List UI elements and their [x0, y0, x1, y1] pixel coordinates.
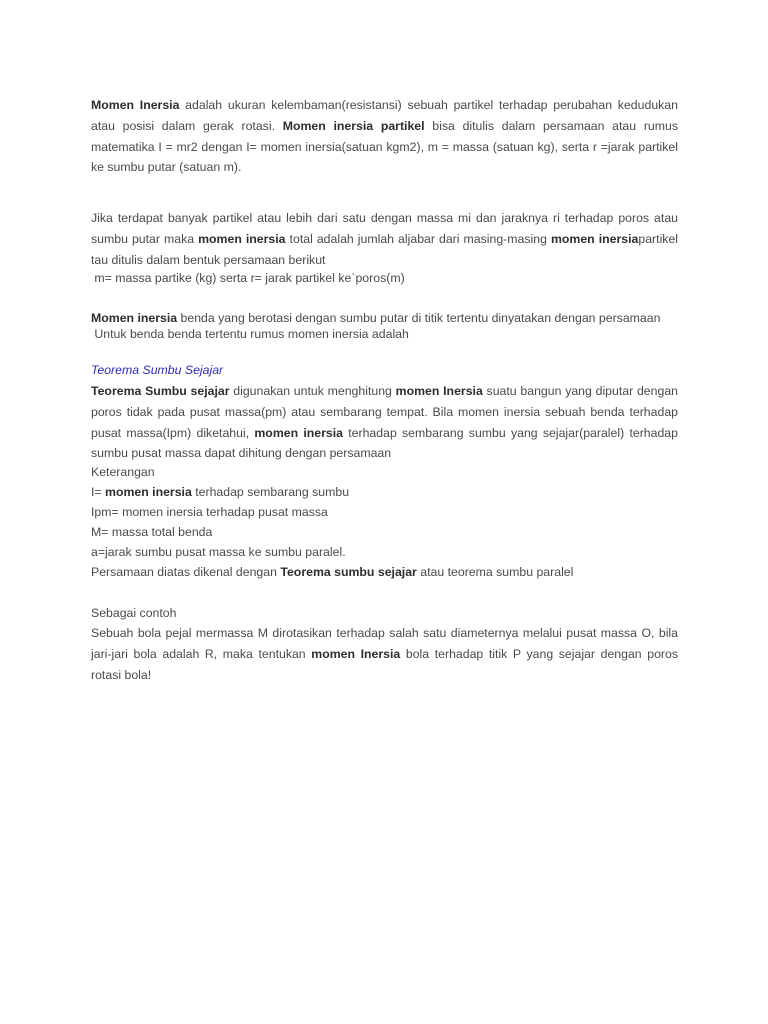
paragraph-line: m= massa partike (kg) serta r= jarak partikel ke`poros(m) — [91, 271, 405, 286]
paragraph-line — [91, 310, 678, 326]
keterangan-list — [91, 462, 678, 583]
paragraph-text: benda yang berotasi dengan sumbu putar di titik tertentu dinyatakan dengan persamaan — [177, 311, 661, 325]
paragraph-text: partikel tau ditulis dalam bentuk persamaan berikut — [91, 231, 679, 267]
section-heading-teorema-sumbu-sejajar: Teorema Sumbu Sejajar — [91, 363, 224, 377]
bold-term: momen inersia — [550, 231, 639, 246]
bold-term: momen inersia — [198, 231, 286, 246]
example-section — [91, 603, 678, 685]
paragraph-text: suatu bangun yang diputar dengan poros tidak pada pusat massa(pm) atau sembarang tempat. Bila momen inersia sebuah benda terhadap pusat massa(Ipm) diketahui, — [91, 384, 679, 440]
paragraph-text: bisa ditulis dalam persamaan atau rumus matematika I = mr2 dengan I= momen inersia(satuan kgm2), m = massa (satuan kg), serta r =jarak partikel ke sumbu putar (satuan m). — [91, 118, 678, 175]
list-item: Keterangan — [91, 465, 155, 479]
bold-term: momen Inersia — [395, 384, 483, 398]
list-item-text: Persamaan diatas dikenal dengan — [91, 565, 281, 580]
paragraph-momen-inersia-definition — [91, 95, 678, 178]
paragraph-benda-berotasi — [91, 310, 678, 342]
bold-term: Momen inersia — [91, 311, 178, 325]
bold-term: momen Inersia — [311, 646, 401, 661]
paragraph-text: adalah ukuran kelembaman(resistansi) sebuah partikel terhadap perubahan kedudukan atau posisi dalam gerak rotasi. — [91, 98, 678, 133]
list-item-text: I= — [91, 485, 106, 500]
bold-term: momen inersia — [105, 485, 192, 500]
paragraph-text: total adalah jumlah aljabar dari masing-masing — [285, 231, 551, 246]
paragraph-body — [91, 208, 678, 270]
bold-term: Teorema sumbu sejajar — [280, 565, 417, 580]
paragraph-text: digunakan untuk menghitung — [229, 384, 396, 398]
paragraph-text: Jika terdapat banyak partikel atau lebih dari satu dengan massa mi dan jaraknya ri terhadap poros atau sumbu putar maka — [91, 211, 678, 246]
list-item-text: terhadap sembarang sumbu — [191, 485, 350, 500]
bold-term: Momen inersia partikel — [282, 118, 425, 133]
paragraph-text: Sebuah bola pejal mermassa M dirotasikan terhadap salah satu diameternya melalui pusat massa O, bila jari-jari bola adalah R, maka tentukan — [91, 626, 678, 661]
list-item: Ipm= momen inersia terhadap pusat massa — [91, 505, 328, 520]
bold-term: Teorema Sumbu sejajar — [91, 384, 230, 398]
paragraph-teorema-sumbu-sejajar — [91, 381, 678, 464]
paragraph-banyak-partikel — [91, 208, 678, 286]
example-body — [91, 623, 678, 685]
list-item: a=jarak sumbu pusat massa ke sumbu paralel. — [91, 545, 346, 560]
paragraph-text: bola terhadap titik P yang sejajar dengan poros rotasi bola! — [91, 646, 679, 682]
paragraph-line: Untuk benda benda tertentu rumus momen inersia adalah — [91, 327, 409, 341]
bold-term: momen inersia — [254, 425, 343, 440]
list-item — [91, 482, 678, 502]
bold-term: Momen Inersia — [91, 98, 180, 112]
example-title: Sebagai contoh — [91, 606, 177, 620]
list-item: M= massa total benda — [91, 525, 213, 540]
list-item-text: atau teorema sumbu paralel — [416, 565, 574, 580]
paragraph-text: terhadap sembarang sumbu yang sejajar(paralel) terhadap sumbu pusat massa dapat dihitung dengan persamaan — [91, 425, 678, 461]
list-item — [91, 562, 678, 582]
